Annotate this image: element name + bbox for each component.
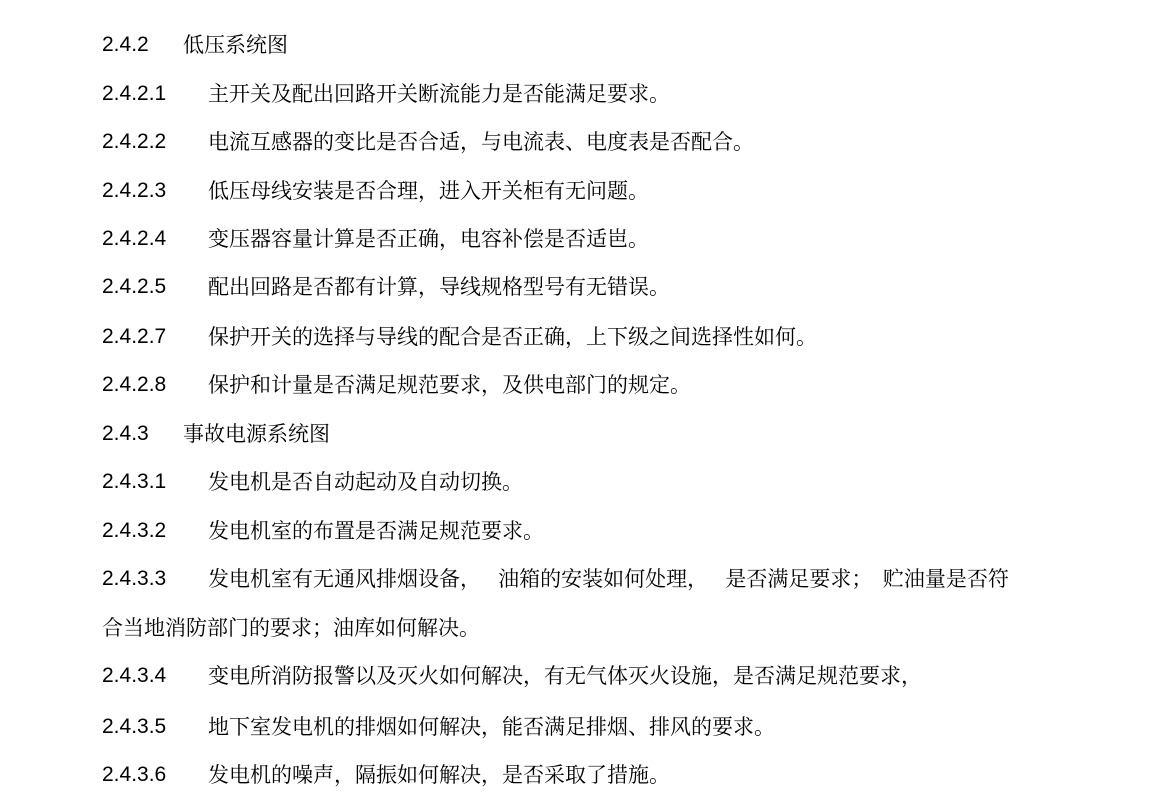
clause-2-4-2-2 xyxy=(0,125,1170,159)
clause-number: 2.4.3.4 xyxy=(102,664,167,687)
clause-number: 2.4.2.4 xyxy=(102,227,167,250)
section-title: 低压系统图 xyxy=(183,33,288,57)
clause-2-4-3-1 xyxy=(0,465,1170,499)
clause-2-4-2-7 xyxy=(0,320,1170,354)
clause-2-4-2-1 xyxy=(0,77,1170,111)
section-number: 2.4.3 xyxy=(102,422,149,445)
section-number: 2.4.2 xyxy=(102,33,149,56)
clause-number: 2.4.3.1 xyxy=(102,470,167,493)
clause-number: 2.4.3.3 xyxy=(102,567,167,590)
clause-text: 发电机的噪声，隔振如何解决，是否采取了措施。 xyxy=(208,763,670,787)
clause-number: 2.4.3.6 xyxy=(102,763,167,786)
clause-text: 变电所消防报警以及灭火如何解决，有无气体灭火设施，是否满足规范要求， xyxy=(208,664,922,688)
clause-number: 2.4.3.5 xyxy=(102,715,167,738)
clause-text: 电流互感器的变比是否合适，与电流表、电度表是否配合。 xyxy=(208,130,754,154)
clause-text-continuation: 合当地消防部门的要求；油库如何解决。 xyxy=(102,616,480,640)
clause-text: 主开关及配出回路开关断流能力是否能满足要求。 xyxy=(208,82,670,106)
clause-text: 保护和计量是否满足规范要求，及供电部门的规定。 xyxy=(208,373,691,397)
clause-text: 低压母线安装是否合理，进入开关柜有无问题。 xyxy=(208,179,649,203)
clause-number: 2.4.3.2 xyxy=(102,519,167,542)
clause-2-4-2-5 xyxy=(0,270,1170,304)
clause-2-4-3-3 xyxy=(0,562,1170,596)
clause-number: 2.4.2.5 xyxy=(102,275,167,298)
clause-text: 发电机是否自动起动及自动切换。 xyxy=(208,470,523,494)
clause-text: 发电机室有无通风排烟设备， 油箱的安装如何处理， 是否满足要求； 贮油量是否符 xyxy=(208,567,1009,591)
section-heading-2-4-3 xyxy=(0,417,1170,451)
clause-2-4-3-6 xyxy=(0,758,1170,792)
clause-text: 地下室发电机的排烟如何解决，能否满足排烟、排风的要求。 xyxy=(208,715,775,739)
clause-2-4-3-4 xyxy=(0,659,1170,693)
clause-2-4-2-4 xyxy=(0,222,1170,256)
clause-2-4-3-3-continuation xyxy=(0,611,1170,645)
section-title: 事故电源系统图 xyxy=(183,422,330,446)
clause-text: 配出回路是否都有计算，导线规格型号有无错误。 xyxy=(208,275,670,299)
clause-text: 变压器容量计算是否正确，电容补偿是否适岜。 xyxy=(208,227,649,251)
clause-2-4-2-3 xyxy=(0,174,1170,208)
clause-number: 2.4.2.2 xyxy=(102,130,167,153)
clause-text: 发电机室的布置是否满足规范要求。 xyxy=(208,519,544,543)
section-heading-2-4-2 xyxy=(0,28,1170,62)
clause-number: 2.4.2.3 xyxy=(102,179,167,202)
clause-2-4-3-5 xyxy=(0,710,1170,744)
clause-number: 2.4.2.7 xyxy=(102,325,167,348)
clause-2-4-2-8 xyxy=(0,368,1170,402)
clause-2-4-3-2 xyxy=(0,514,1170,548)
clause-number: 2.4.2.8 xyxy=(102,373,167,396)
clause-text: 保护开关的选择与导线的配合是否正确，上下级之间选择性如何。 xyxy=(208,325,817,349)
clause-number: 2.4.2.1 xyxy=(102,82,167,105)
